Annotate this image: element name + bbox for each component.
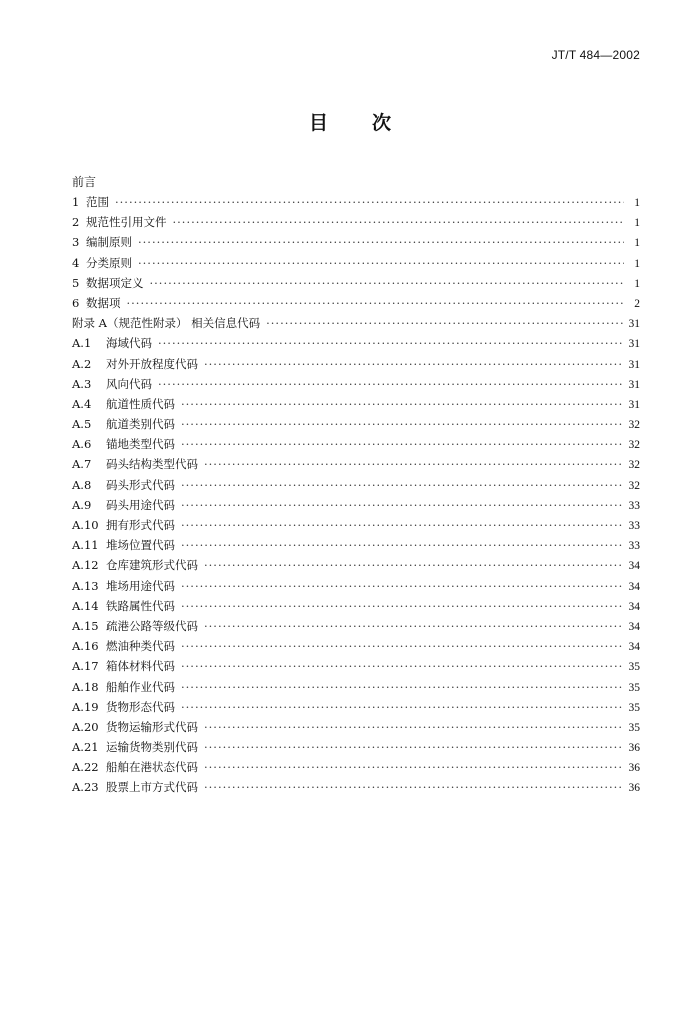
toc-entry-label: 规范性引用文件 (86, 215, 167, 230)
toc-entry-number: A.7 (72, 457, 92, 472)
toc-entry-page: 31 (628, 338, 640, 351)
toc-entry-label: 码头形式代码 (106, 477, 175, 492)
toc-leader-dots (158, 374, 624, 394)
toc-entry-page: 31 (628, 378, 640, 391)
toc-entry-number: A.5 (72, 417, 92, 432)
toc-annex-subentry[interactable] (72, 495, 640, 515)
toc-annex-subentry[interactable] (72, 576, 640, 596)
toc-annex-subentry[interactable] (72, 374, 640, 394)
toc-entry-number: A.16 (72, 639, 99, 654)
toc-leader-dots (138, 253, 624, 273)
toc-leader-dots (204, 354, 624, 374)
toc-annex-subentry[interactable] (72, 475, 640, 495)
toc-entry-label: 码头结构类型代码 (106, 457, 198, 472)
toc-leader-dots (181, 515, 624, 535)
page-title-part1: 目 (308, 112, 328, 134)
toc-entry-page: 33 (628, 499, 640, 512)
toc-entry-label: 堆场位置代码 (106, 538, 175, 553)
toc-leader-dots (181, 656, 624, 676)
toc-entry-number: A.11 (72, 538, 99, 553)
toc-leader-dots (181, 394, 624, 414)
toc-leader-dots (181, 697, 624, 717)
toc-entry-label: 疏港公路等级代码 (106, 618, 198, 633)
toc-annex-entries (72, 333, 640, 797)
toc-entry-number: A.10 (72, 518, 99, 532)
toc-entry-number: 5 (72, 275, 80, 290)
toc-entry-page: 34 (628, 600, 640, 613)
toc-annex-subentry[interactable] (72, 394, 640, 414)
toc-entry-number: A.14 (72, 598, 99, 613)
toc-leader-dots (204, 737, 624, 757)
toc-leader-dots (181, 475, 624, 495)
toc-entry[interactable] (72, 232, 640, 252)
toc-entry-number: A.18 (72, 679, 99, 694)
toc-leader-dots (204, 777, 624, 797)
toc-annex-subentry[interactable] (72, 757, 640, 777)
toc-leader-dots (181, 576, 624, 596)
toc-entry-page: 35 (628, 681, 640, 694)
toc-entry-number: A.20 (72, 719, 99, 734)
toc-leader-dots (173, 212, 625, 232)
toc-entry-number: A.12 (72, 558, 99, 573)
toc-leader-dots (204, 555, 624, 575)
toc-annex-subentry[interactable] (72, 535, 640, 555)
toc-entry-number: A.8 (72, 477, 92, 492)
toc-entry-label: 运输货物类别代码 (106, 740, 198, 755)
toc-entry-number: A.17 (72, 659, 99, 674)
toc-entry-label: 拥有形式代码 (106, 518, 175, 532)
toc-annex-subentry[interactable] (72, 777, 640, 797)
toc-leader-dots (181, 414, 624, 434)
toc-annex-subentry[interactable] (72, 354, 640, 374)
toc-entry-number: A.15 (72, 618, 99, 633)
toc-entry-label: 箱体材料代码 (106, 659, 175, 674)
toc-entry-number: A.4 (72, 396, 92, 411)
table-of-contents (72, 172, 640, 798)
toc-entry-label: 码头用途代码 (106, 497, 175, 512)
toc-entry-page: 33 (628, 520, 640, 532)
toc-entry-page: 31 (628, 398, 640, 411)
toc-entry-label: 航道类别代码 (106, 417, 175, 432)
toc-entry-number: A.13 (72, 578, 99, 593)
toc-leader-dots (138, 232, 624, 252)
toc-entry-label: 锚地类型代码 (106, 437, 175, 452)
toc-entry-number: A.2 (72, 356, 92, 371)
toc-annex-subentry[interactable] (72, 515, 640, 535)
toc-entry-page: 32 (628, 479, 640, 492)
toc-entry-number: 4 (72, 255, 80, 270)
toc-entry[interactable] (72, 253, 640, 273)
toc-entry-label: 堆场用途代码 (106, 578, 175, 593)
toc-entry-label: 燃油种类代码 (106, 639, 175, 654)
toc-entry-label: 对外开放程度代码 (106, 356, 198, 371)
page-title-part2: 次 (372, 112, 392, 134)
toc-entry-number: A.3 (72, 376, 92, 391)
toc-annex-subentry[interactable] (72, 737, 640, 757)
toc-leader-dots (181, 596, 624, 616)
toc-annex-subentry[interactable] (72, 616, 640, 636)
toc-leader-dots (181, 535, 624, 555)
toc-annex-subentry[interactable] (72, 677, 640, 697)
page-title (0, 108, 700, 135)
toc-entry-number: A.19 (72, 699, 99, 714)
toc-entry[interactable] (72, 273, 640, 293)
toc-entry-label: 风向代码 (106, 376, 152, 391)
toc-entry[interactable] (72, 293, 640, 313)
toc-annex-entry[interactable] (72, 313, 640, 333)
toc-entry-page: 1 (634, 197, 640, 209)
toc-annex-subentry[interactable] (72, 555, 640, 575)
toc-entry-page: 36 (628, 762, 640, 775)
toc-entry-label: 仓库建筑形式代码 (106, 558, 198, 573)
toc-entry-number: A.9 (72, 497, 92, 512)
toc-entry-label: 分类原则 (86, 255, 132, 270)
toc-entry-page: 33 (628, 540, 640, 553)
toc-entry-number: A.1 (72, 336, 92, 351)
toc-entry-page: 34 (628, 641, 640, 654)
toc-foreword-heading[interactable]: 前言 (72, 175, 97, 189)
toc-entry-page: 35 (628, 721, 640, 734)
toc-entry-page: 32 (628, 439, 640, 452)
toc-entry-label: 航道性质代码 (106, 396, 175, 411)
toc-entry[interactable] (72, 192, 640, 212)
toc-leader-dots (204, 616, 624, 636)
toc-entry-page: 35 (628, 661, 640, 674)
toc-entry-page: 2 (634, 297, 640, 310)
toc-entry-number: A.23 (72, 780, 99, 795)
toc-entry-number: 1 (72, 195, 80, 209)
toc-annex-subentry[interactable] (72, 697, 640, 717)
toc-entry-number: 3 (72, 235, 80, 250)
toc-entry-label: 货物形态代码 (106, 699, 175, 714)
toc-leader-dots (181, 677, 624, 697)
toc-annex-subentry[interactable] (72, 596, 640, 616)
toc-leader-dots (181, 434, 624, 454)
toc-entry-label: 范围 (86, 195, 109, 209)
toc-entry-page: 1 (634, 257, 640, 270)
toc-entry-page: 1 (634, 237, 640, 250)
toc-annex-subentry[interactable] (72, 434, 640, 454)
toc-entry-page: 36 (628, 742, 640, 755)
toc-leader-dots (204, 757, 624, 777)
toc-entry-page: 32 (628, 459, 640, 472)
toc-leader-dots (115, 192, 624, 212)
toc-entry-page: 1 (634, 217, 640, 230)
toc-entry-number: A.21 (72, 740, 99, 755)
toc-leader-dots (181, 495, 624, 515)
standard-code: JT/T 484—2002 (551, 48, 640, 62)
toc-leader-dots (204, 717, 624, 737)
toc-entry-page: 35 (628, 701, 640, 714)
toc-entry-label: 编制原则 (86, 235, 132, 250)
toc-entry-label: 数据项定义 (86, 275, 144, 290)
toc-entry-page: 32 (628, 419, 640, 432)
toc-entry[interactable] (72, 212, 640, 232)
toc-annex-subentry[interactable] (72, 414, 640, 434)
toc-entry-label: 船舶作业代码 (106, 679, 175, 694)
toc-entry-number: 6 (72, 295, 80, 310)
toc-annex-subentry[interactable] (72, 333, 640, 353)
toc-entry-page: 31 (628, 358, 640, 371)
toc-entry-label: 货物运输形式代码 (106, 719, 198, 734)
toc-entry-page: 1 (634, 277, 640, 290)
toc-main-entries (72, 192, 640, 313)
toc-entry-label: 数据项 (86, 295, 121, 310)
toc-annex-subentry[interactable] (72, 454, 640, 474)
toc-entry-page: 34 (628, 620, 640, 633)
toc-entry-label: 船舶在港状态代码 (106, 760, 198, 775)
toc-entry-page: 34 (628, 560, 640, 573)
toc-entry-number: 2 (72, 215, 80, 230)
toc-leader-dots (127, 293, 625, 313)
toc-entry-label: 股票上市方式代码 (106, 780, 198, 795)
toc-leader-dots (158, 333, 624, 353)
toc-annex-subentry[interactable] (72, 656, 640, 676)
toc-annex-page: 31 (628, 318, 640, 331)
toc-entry-label: 海域代码 (106, 336, 152, 351)
toc-annex-subentry[interactable] (72, 717, 640, 737)
toc-entry-page: 34 (628, 580, 640, 593)
toc-annex-label: 附录 A（规范性附录） 相关信息代码 (72, 316, 261, 331)
toc-annex-subentry[interactable] (72, 636, 640, 656)
toc-leader-dots (181, 636, 624, 656)
toc-entry-page: 36 (628, 782, 640, 795)
toc-leader-dots (150, 273, 625, 293)
toc-leader-dots (204, 454, 624, 474)
toc-entry-number: A.6 (72, 437, 92, 452)
toc-entry-label: 铁路属性代码 (106, 598, 175, 613)
toc-leader-dots (266, 313, 624, 333)
toc-entry-number: A.22 (72, 760, 99, 775)
